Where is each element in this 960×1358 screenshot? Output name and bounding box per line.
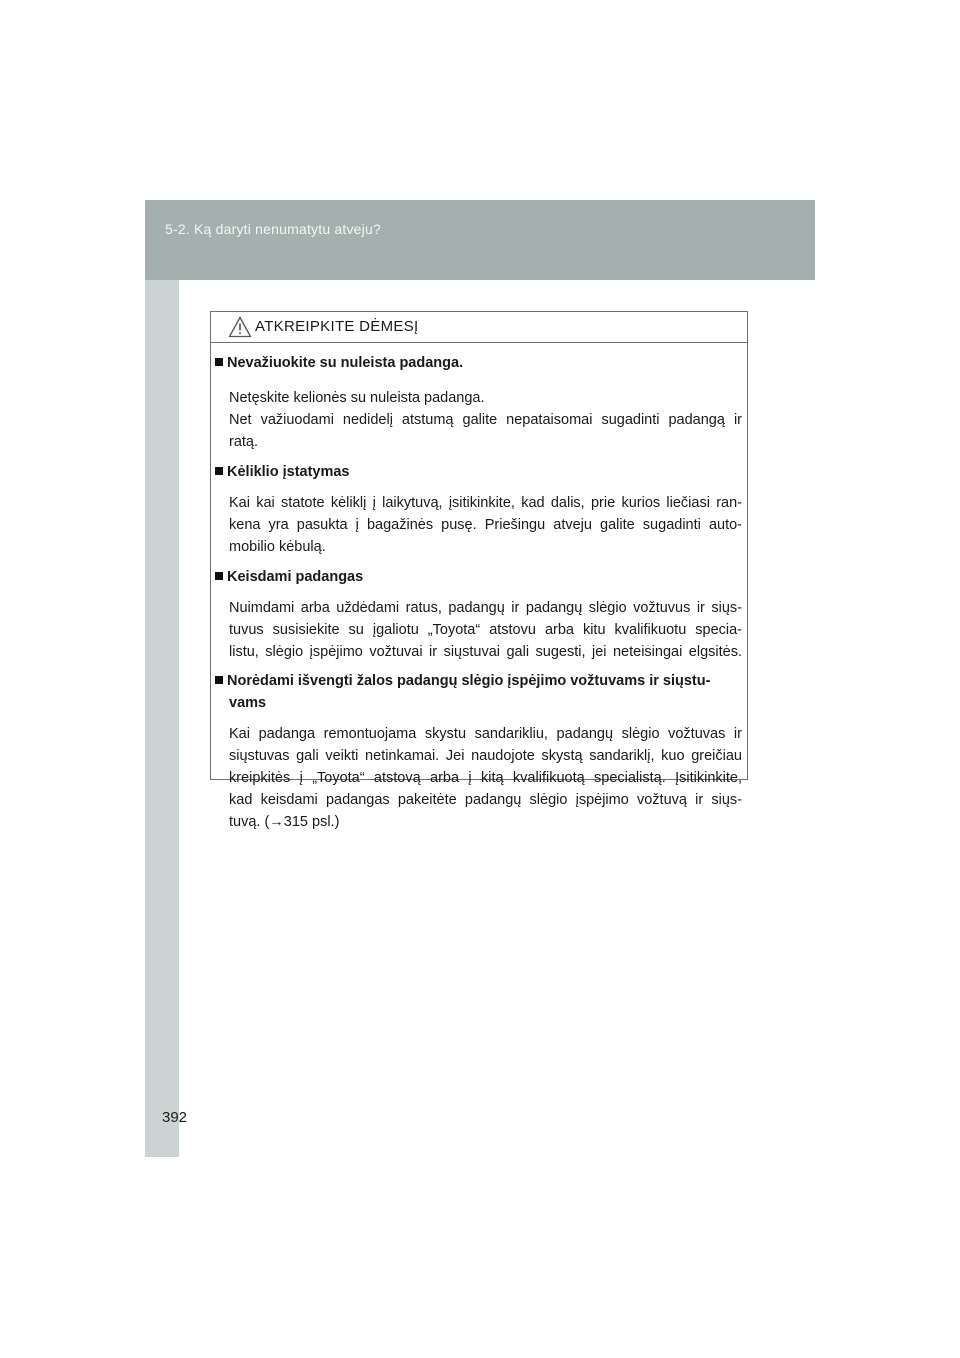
text-line: Nuimdami arba uždėdami ratus, padangų ir padangų slėgio vožtuvus ir siųs- xyxy=(229,600,742,616)
caution-title: ATKREIPKITE DĖMESĮ xyxy=(255,318,419,335)
text-line: Kai padanga remontuojama skystu sandarikliu, padangų slėgio vožtuvas ir xyxy=(229,726,742,742)
text-line: siųstuvas gali veikti netinkamai. Jei naudojote skystą sandariklį, kuo greičiau xyxy=(229,748,742,764)
bullet-square-icon xyxy=(215,572,223,580)
section-header-band xyxy=(145,200,815,280)
text-line: kena yra pasukta į bagažinės pusę. Priešingu atveju galite sugadinti auto- xyxy=(229,517,742,533)
bullet-square-icon xyxy=(215,358,223,366)
page-number: 392 xyxy=(162,1109,188,1126)
text-line: tuvus susisiekite su įgaliotu „Toyota“ atstovu arba kitu kvalifikuotu specia- xyxy=(229,622,742,638)
text-line-page-reference: tuvą. (→315 psl.) xyxy=(229,814,340,830)
warning-triangle-icon xyxy=(228,316,252,338)
caution-box xyxy=(210,311,748,830)
section-title: 5-2. Ką daryti nenumatytu atveju? xyxy=(165,221,381,237)
item-heading-tpms-damage: Norėdami išvengti žalos padangų slėgio įspėjimo vožtuvams ir siųstu- vams xyxy=(215,670,745,714)
item-heading-flat-tire: Nevažiuokite su nuleista padanga. xyxy=(215,352,745,374)
side-strip xyxy=(145,280,179,1157)
text-line: Kai kai statote kėliklį į laikytuvą, įsitikinkite, kad dalis, prie kurios liečiasi ran- xyxy=(229,495,742,511)
bullet-square-icon xyxy=(215,467,223,475)
text-line: listu, slėgio įspėjimo vožtuvai ir siųstuvai gali sugesti, jei neteisingai elgsitės. xyxy=(229,644,742,660)
text-line: Net važiuodami nedidelį atstumą galite nepataisomai sugadinti padangą ir xyxy=(229,412,742,428)
bullet-square-icon xyxy=(215,676,223,684)
text-line: ratą. xyxy=(229,434,259,450)
item-heading-jack: Kėliklio įstatymas xyxy=(215,461,745,483)
text-line: kad keisdami padangas pakeitėte padangų slėgio įspėjimo vožtuvą ir siųs- xyxy=(229,792,742,808)
item-heading-changing-tires: Keisdami padangas xyxy=(215,566,745,588)
caution-header xyxy=(211,312,747,343)
text-line: Netęskite kelionės su nuleista padanga. xyxy=(229,390,485,406)
text-line: kreipkitės į „Toyota“ atstovą arba į kitą kvalifikuotą specialistą. Įsitikinkite, xyxy=(229,770,742,786)
text-line: mobilio kėbulą. xyxy=(229,539,326,555)
